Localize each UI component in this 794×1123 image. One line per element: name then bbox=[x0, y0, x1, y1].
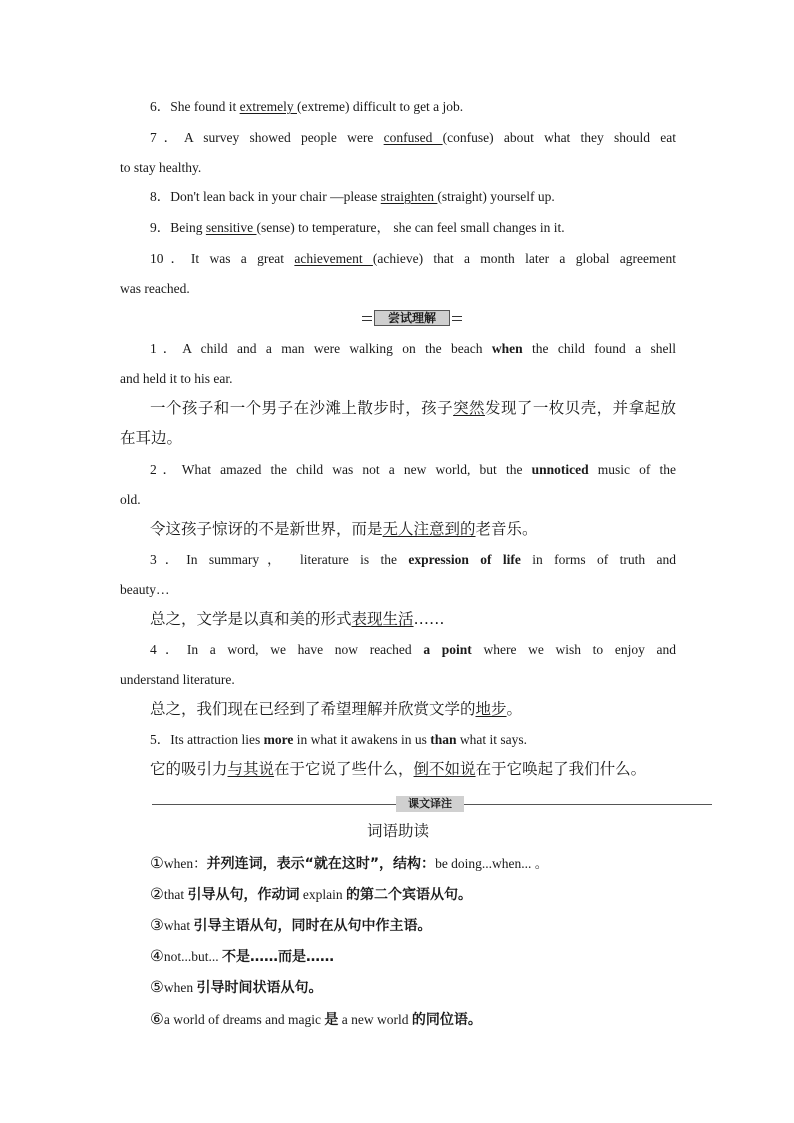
sentence-text: the child found a shell bbox=[522, 341, 676, 356]
sentence-text: In a word, we have now reached bbox=[186, 642, 424, 657]
try-sentence-5 bbox=[150, 731, 676, 749]
answer-blank: achievement bbox=[294, 251, 373, 266]
answer-blank: sensitive bbox=[205, 220, 257, 235]
exercise-9 bbox=[150, 219, 676, 237]
try-sentence-1-continued: and held it to his ear. bbox=[120, 371, 233, 386]
translation-text: 老音乐。 bbox=[475, 520, 538, 538]
translation-key: 倒不如说 bbox=[413, 760, 476, 778]
key-word: a point bbox=[423, 642, 472, 657]
note-explanation: 的第二个宾语从句。 bbox=[346, 887, 473, 903]
note-explanation: 引导从句，作动词 bbox=[187, 887, 300, 903]
sentence-text: What amazed the child was not a new world, but the bbox=[181, 462, 532, 477]
item-number: 5． bbox=[150, 732, 171, 747]
note-6 bbox=[150, 1008, 676, 1030]
translation-text: 在于它唤起了我们什么。 bbox=[475, 760, 647, 778]
sentence-text: (confuse) about what they should eat bbox=[442, 130, 677, 145]
exercise-7 bbox=[150, 129, 676, 147]
note-5 bbox=[150, 976, 676, 998]
item-number: 3． bbox=[150, 552, 187, 567]
exercise-10 bbox=[150, 250, 676, 268]
note-term: that bbox=[163, 887, 188, 902]
section-badge-notes: 课文译注 bbox=[396, 796, 464, 812]
note-explanation: 引导主语从句，同时在从句中作主语。 bbox=[193, 918, 432, 934]
item-number: 9． bbox=[150, 220, 171, 235]
exercise-10-continued: was reached. bbox=[120, 281, 190, 296]
item-number: 7． bbox=[150, 130, 184, 145]
note-marker: ④ bbox=[150, 947, 164, 965]
try-sentence-2-continued: old. bbox=[120, 492, 141, 507]
vocab-heading: 词语助读 bbox=[366, 822, 429, 840]
translation-text: …… bbox=[413, 610, 445, 628]
translation-text: 总之，文学是以真和美的形式 bbox=[150, 610, 352, 628]
note-term: what bbox=[163, 918, 194, 933]
sentence-text: Don't lean back in your chair —please bbox=[170, 189, 381, 204]
item-number: 10． bbox=[150, 251, 191, 266]
translation-key: 突然 bbox=[453, 399, 485, 417]
try-sentence-2 bbox=[150, 461, 676, 479]
item-number: 2． bbox=[150, 462, 182, 477]
note-marker: ③ bbox=[150, 916, 164, 934]
key-word: more bbox=[263, 732, 294, 747]
badge-decoration bbox=[452, 316, 462, 321]
note-explanation: 不是……而是…… bbox=[222, 949, 335, 965]
sentence-text: (achieve) that a month later a global agreement bbox=[372, 251, 676, 266]
translation-text: 在于它说了些什么， bbox=[274, 760, 414, 778]
exercise-7-continued: to stay healthy. bbox=[120, 160, 202, 175]
sentence-text: She found it bbox=[170, 99, 240, 114]
try-translation-4 bbox=[150, 698, 676, 720]
try-translation-2 bbox=[150, 518, 676, 540]
section-badge-try bbox=[362, 310, 462, 326]
section-title: 尝试理解 bbox=[387, 311, 436, 325]
note-2 bbox=[150, 883, 676, 905]
sentence-text: A child and a man were walking on the beach bbox=[182, 341, 492, 356]
key-word: when bbox=[491, 341, 523, 356]
note-explanation: 的同位语。 bbox=[411, 1012, 482, 1028]
sentence-text: (straight) yourself up. bbox=[437, 189, 555, 204]
translation-text: 令这孩子惊讶的不是新世界，而是 bbox=[150, 520, 383, 538]
note-term: explain bbox=[299, 887, 347, 902]
try-translation-3 bbox=[150, 608, 676, 630]
note-3 bbox=[150, 914, 676, 936]
translation-text: 。 bbox=[506, 700, 523, 718]
exercise-6 bbox=[150, 98, 676, 116]
answer-blank: straighten bbox=[380, 189, 438, 204]
key-word: unnoticed bbox=[531, 462, 589, 477]
sentence-text: (sense) to temperature， she can feel small changes in it. bbox=[256, 220, 565, 235]
item-number: 4． bbox=[150, 642, 187, 657]
sentence-text: where we wish to enjoy and bbox=[471, 642, 677, 657]
sentence-text: (extreme) difficult to get a job. bbox=[296, 99, 464, 114]
note-term: a new world bbox=[338, 1012, 412, 1027]
sentence-text: In summary， literature is the bbox=[186, 552, 409, 567]
sentence-text: music of the bbox=[588, 462, 676, 477]
translation-text: 一个孩子和一个男子在沙滩上散步时，孩子 bbox=[150, 399, 454, 417]
exercise-8 bbox=[150, 188, 676, 206]
item-number: 1． bbox=[150, 341, 183, 356]
note-marker: ⑤ bbox=[150, 978, 164, 996]
try-sentence-3 bbox=[150, 551, 676, 569]
key-word: expression of life bbox=[408, 552, 521, 567]
try-sentence-4-continued: understand literature. bbox=[120, 672, 235, 687]
note-marker: ② bbox=[150, 885, 164, 903]
note-1 bbox=[150, 852, 676, 874]
sentence-text: It was a great bbox=[190, 251, 295, 266]
sentence-text: what it says. bbox=[456, 732, 527, 747]
item-number: 8． bbox=[150, 189, 171, 204]
translation-key: 表现生活 bbox=[351, 610, 414, 628]
note-marker: ⑥ bbox=[150, 1010, 164, 1028]
badge-decoration bbox=[362, 316, 372, 321]
sentence-text: Its attraction lies bbox=[170, 732, 264, 747]
note-explanation: 引导时间状语从句。 bbox=[196, 980, 323, 996]
item-number: 6． bbox=[150, 99, 171, 114]
note-explanation: 是 bbox=[324, 1012, 339, 1028]
translation-text: 总之，我们现在已经到了希望理解并欣赏文学的 bbox=[150, 700, 476, 718]
try-sentence-1 bbox=[150, 340, 676, 358]
note-marker: ① bbox=[150, 854, 164, 872]
note-explanation: 并列连词，表示“就在这时”，结构： bbox=[206, 856, 436, 872]
try-sentence-3-continued: beauty… bbox=[120, 582, 170, 597]
sentence-text: in what it awakens in us bbox=[293, 732, 431, 747]
translation-key: 地步 bbox=[475, 700, 507, 718]
note-term: be doing...when... 。 bbox=[435, 856, 549, 871]
translation-key: 与其说 bbox=[227, 760, 275, 778]
note-4 bbox=[150, 945, 676, 967]
note-term: when： bbox=[163, 856, 207, 871]
try-translation-5 bbox=[150, 758, 676, 780]
sentence-text: Being bbox=[170, 220, 206, 235]
translation-text: 它的吸引力 bbox=[150, 760, 228, 778]
answer-blank: confused bbox=[383, 130, 443, 145]
try-translation-1-continued: 在耳边。 bbox=[120, 429, 183, 447]
try-sentence-4 bbox=[150, 641, 676, 659]
note-term: when bbox=[163, 980, 197, 995]
note-term: not...but... bbox=[163, 949, 223, 964]
answer-blank: extremely bbox=[239, 99, 297, 114]
note-term: a world of dreams and magic bbox=[163, 1012, 325, 1027]
sentence-text: in forms of truth and bbox=[520, 552, 676, 567]
key-word: than bbox=[430, 732, 457, 747]
translation-key: 无人注意到的 bbox=[382, 520, 476, 538]
try-translation-1 bbox=[150, 397, 676, 419]
translation-text: 发现了一枚贝壳，并拿起放 bbox=[485, 399, 676, 417]
sentence-text: A survey showed people were bbox=[183, 130, 384, 145]
